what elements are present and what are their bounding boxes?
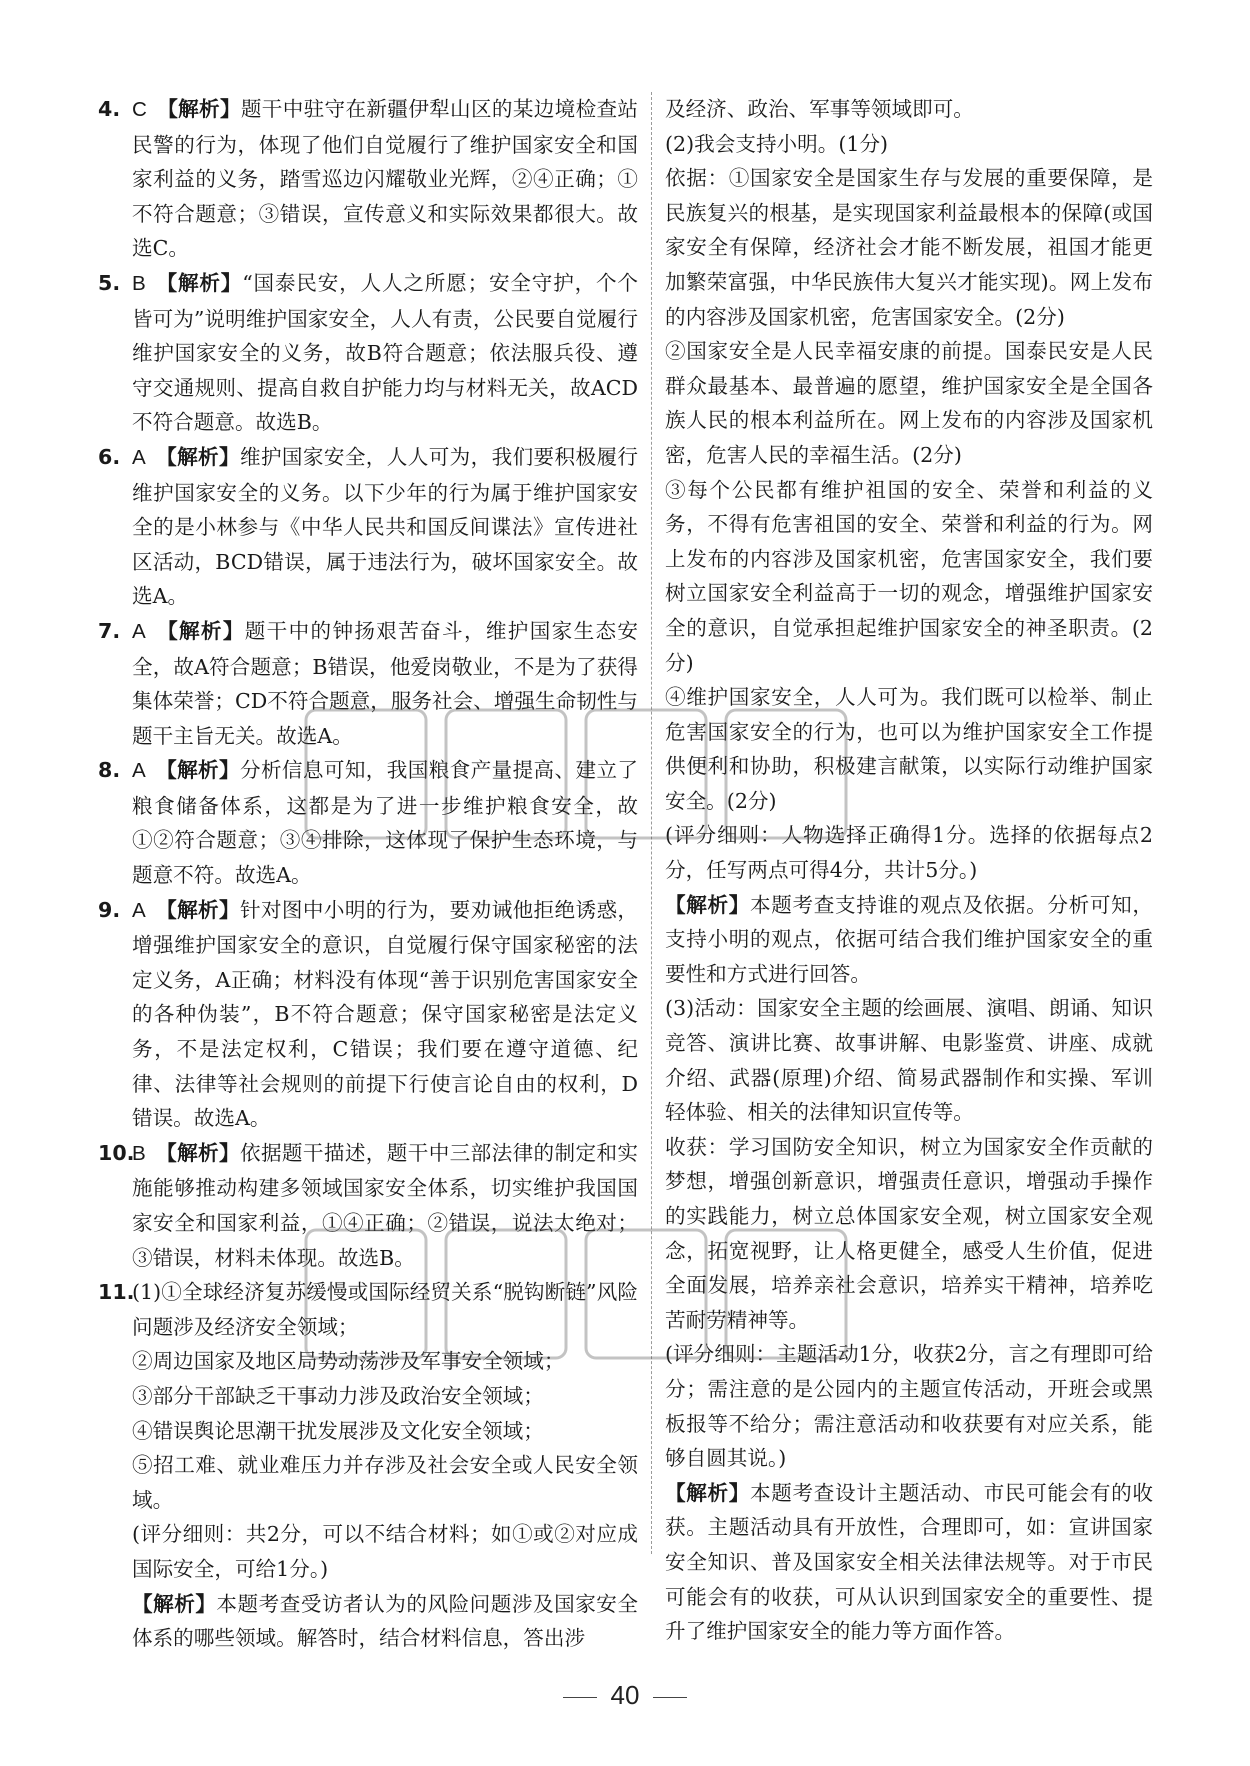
analysis-text: 针对图中小明的行为，要劝诫他拒绝诱惑，增强维护国家安全的意识，自觉履行保守国家秘密的法定义务，A正确；材料没有体现“善于识别危害国家安全的各种伪装”，B不符合题意；保守国家秘密是法定义务，不是法定权利，C错误；我们要在遵守道德、纪律、法律等社会规则的前提下行使言论自由的权利，D错误。故选A。 xyxy=(132,897,639,1131)
analysis-tag: 【解析】 xyxy=(155,444,240,469)
answer-line: ②周边国家及地区局势动荡涉及军事安全领域； xyxy=(132,1349,565,1374)
answer-choice: B xyxy=(132,271,146,295)
answer-line: (1)①全球经济复苏缓慢或国际经贸关系“脱钩断链”风险问题涉及经济安全领域； xyxy=(132,1280,638,1339)
paragraph: 依据：①国家安全是国家生存与发展的重要保障，是民族复兴的根基，是实现国家利益最根本的保障(或国家安全有保障，经济社会才能不断发展，祖国才能更加繁荣富强，中华民族伟大复兴才能实现)。网上发布的内容涉及国家机密，危害国家安全。(2分) xyxy=(665,166,1153,329)
analysis-tag: 【解析】 xyxy=(155,270,243,295)
answer-item-9 xyxy=(98,893,638,1136)
item-number: 7. xyxy=(98,618,121,643)
analysis-tag: 【解析】 xyxy=(156,97,241,121)
item-number: 4. xyxy=(98,97,121,121)
item-number: 11. xyxy=(98,1280,135,1305)
footer-dash-left xyxy=(563,1697,597,1698)
answer-choice: A xyxy=(132,619,146,643)
analysis-text: 题干中的钟扬艰苦奋斗，维护国家生态安全，故A符合题意；B错误，他爱岗敬业，不是为了获得集体荣誉；CD不符合题意，服务社会、增强生命韧性与题干主旨无关。故选A。 xyxy=(132,618,639,748)
answer-choice: B xyxy=(132,1141,146,1165)
scoring-note: (评分细则：人物选择正确得1分。选择的依据每点2分，任写两点可得4分，共计5分。) xyxy=(665,823,1153,883)
analysis-tag: 【解析】 xyxy=(132,1591,217,1616)
scoring-note: (评分细则：主题活动1分，收获2分，言之有理即可给分；需注意的是公园内的主题宣传活动，开班会或黑板报等不给分；需注意活动和收获要有对应关系，能够自圆其说。) xyxy=(665,1342,1153,1471)
answer-line: ③部分干部缺乏干事动力涉及政治安全领域； xyxy=(132,1383,544,1408)
paragraph: ③每个公民都有维护祖国的安全、荣誉和利益的义务，不得有危害祖国的安全、荣誉和利益的行为。网上发布的内容涉及国家机密，危害国家安全，我们要树立国家安全利益高于一切的观念，增强维护国家安全的意识，自觉承担起维护国家安全的神圣职责。(2分) xyxy=(665,477,1153,675)
answer-item-4 xyxy=(98,92,638,266)
analysis-tag: 【解析】 xyxy=(665,1480,750,1505)
answer-item-6 xyxy=(98,440,638,614)
paragraph: 收获：学习国防安全知识，树立为国家安全作贡献的梦想，增强创新意识，增强责任意识，增强动手操作的实践能力，树立总体国家安全观，树立国家安全观念，拓宽视野，让人格更健全，感受人生价值，促进全面发展，培养亲社会意识，培养实干精神，培养吃苦耐劳精神等。 xyxy=(665,1134,1153,1332)
analysis-text: 本题考查受访者认为的风险问题涉及国家安全体系的哪些领域。解答时，结合材料信息，答出涉 xyxy=(132,1591,639,1651)
answer-choice: A xyxy=(132,898,146,922)
analysis-text: 本题考查设计主题活动、市民可能会有的收获。主题活动具有开放性，合理即可，如：宣讲国家安全知识、普及国家安全相关法律法规等。对于市民可能会有的收获，可从认识到国家安全的重要性、提升了维护国家安全的能力等方面作答。 xyxy=(665,1480,1153,1644)
item-number: 5. xyxy=(98,270,121,295)
item-number: 9. xyxy=(98,897,121,922)
answer-choice: A xyxy=(132,759,146,783)
paragraph: ②国家安全是人民幸福安康的前提。国泰民安是人民群众最基本、最普遍的愿望，维护国家安全是全国各族人民的根本利益所在。网上发布的内容涉及国家机密，危害人民的幸福生活。(2分) xyxy=(665,339,1153,467)
left-column xyxy=(98,92,638,1656)
analysis-tag: 【解析】 xyxy=(155,897,240,922)
page-number: 40 xyxy=(610,1680,640,1710)
paragraph: 及经济、政治、军事等领域即可。 xyxy=(665,97,974,121)
scoring-note: (评分细则：共2分，可以不结合材料；如①或②对应成国际安全，可给1分。) xyxy=(132,1522,638,1581)
analysis-text: 本题考查支持谁的观点及依据。分析可知，支持小明的观点，依据可结合我们维护国家安全的重要性和方式进行回答。 xyxy=(665,892,1153,986)
right-column xyxy=(665,92,1153,1649)
answer-line: ⑤招工难、就业难压力并存涉及社会安全或人民安全领域。 xyxy=(132,1453,638,1512)
answer-choice: A xyxy=(132,445,146,469)
paragraph: (2)我会支持小明。(1分) xyxy=(665,131,889,156)
analysis-tag: 【解析】 xyxy=(155,1140,240,1165)
answer-item-5 xyxy=(98,266,638,440)
analysis-text: “国泰民安，人人之所愿；安全守护，个个皆可为”说明维护国家安全，人人有责，公民要自觉履行维护国家安全的义务，故B符合题意；依法服兵役、遵守交通规则、提高自救自护能力均与材料无关，故ACD不符合题意。故选B。 xyxy=(132,270,639,435)
item-number: 6. xyxy=(98,444,121,469)
page-footer xyxy=(0,1680,1250,1711)
analysis-text: 依据题干描述，题干中三部法律的制定和实施能够推动构建多领域国家安全体系，切实维护我国国家安全和国家利益，①④正确；②错误，说法太绝对；③错误，材料未体现。故选B。 xyxy=(132,1140,639,1270)
answer-choice: C xyxy=(132,98,147,121)
item-number: 10. xyxy=(98,1140,135,1165)
analysis-tag: 【解析】 xyxy=(665,892,750,917)
analysis-tag: 【解析】 xyxy=(155,758,240,783)
analysis-text: 题干中驻守在新疆伊犁山区的某边境检查站民警的行为，体现了他们自觉履行了维护国家安全和国家利益的义务，踏雪巡边闪耀敬业光辉，②④正确；①不符合题意；③错误，宣传意义和实际效果都很大。故选C。 xyxy=(132,97,638,261)
paragraph: (3)活动：国家安全主题的绘画展、演唱、朗诵、知识竞答、演讲比赛、故事讲解、电影鉴赏、讲座、成就介绍、武器(原理)介绍、简易武器制作和实操、军训轻体验、相关的法律知识宣传等。 xyxy=(665,996,1153,1125)
footer-dash-right xyxy=(653,1697,687,1698)
item-number: 8. xyxy=(98,758,121,783)
watermark-stamp xyxy=(300,1220,860,1370)
paragraph: ④维护国家安全，人人可为。我们既可以检举、制止危害国家安全的行为，也可以为维护国家安全工作提供便利和协助，积极建言献策，以实际行动维护国家安全。(2分) xyxy=(665,685,1153,813)
analysis-text: 分析信息可知，我国粮食产量提高、建立了粮食储备体系，这都是为了进一步维护粮食安全，故①②符合题意；③④排除，这体现了保护生态环境，与题意不符。故选A。 xyxy=(132,758,639,888)
analysis-tag: 【解析】 xyxy=(155,618,245,643)
watermark-stamp xyxy=(300,700,860,850)
answer-line: ④错误舆论思潮干扰发展涉及文化安全领域； xyxy=(132,1418,544,1443)
analysis-text: 维护国家安全，人人可为，我们要积极履行维护国家安全的义务。以下少年的行为属于维护国家安全的是小林参与《中华人民共和国反间谍法》宣传进社区活动，BCD错误，属于违法行为，破坏国家安全。故选A。 xyxy=(132,444,639,609)
